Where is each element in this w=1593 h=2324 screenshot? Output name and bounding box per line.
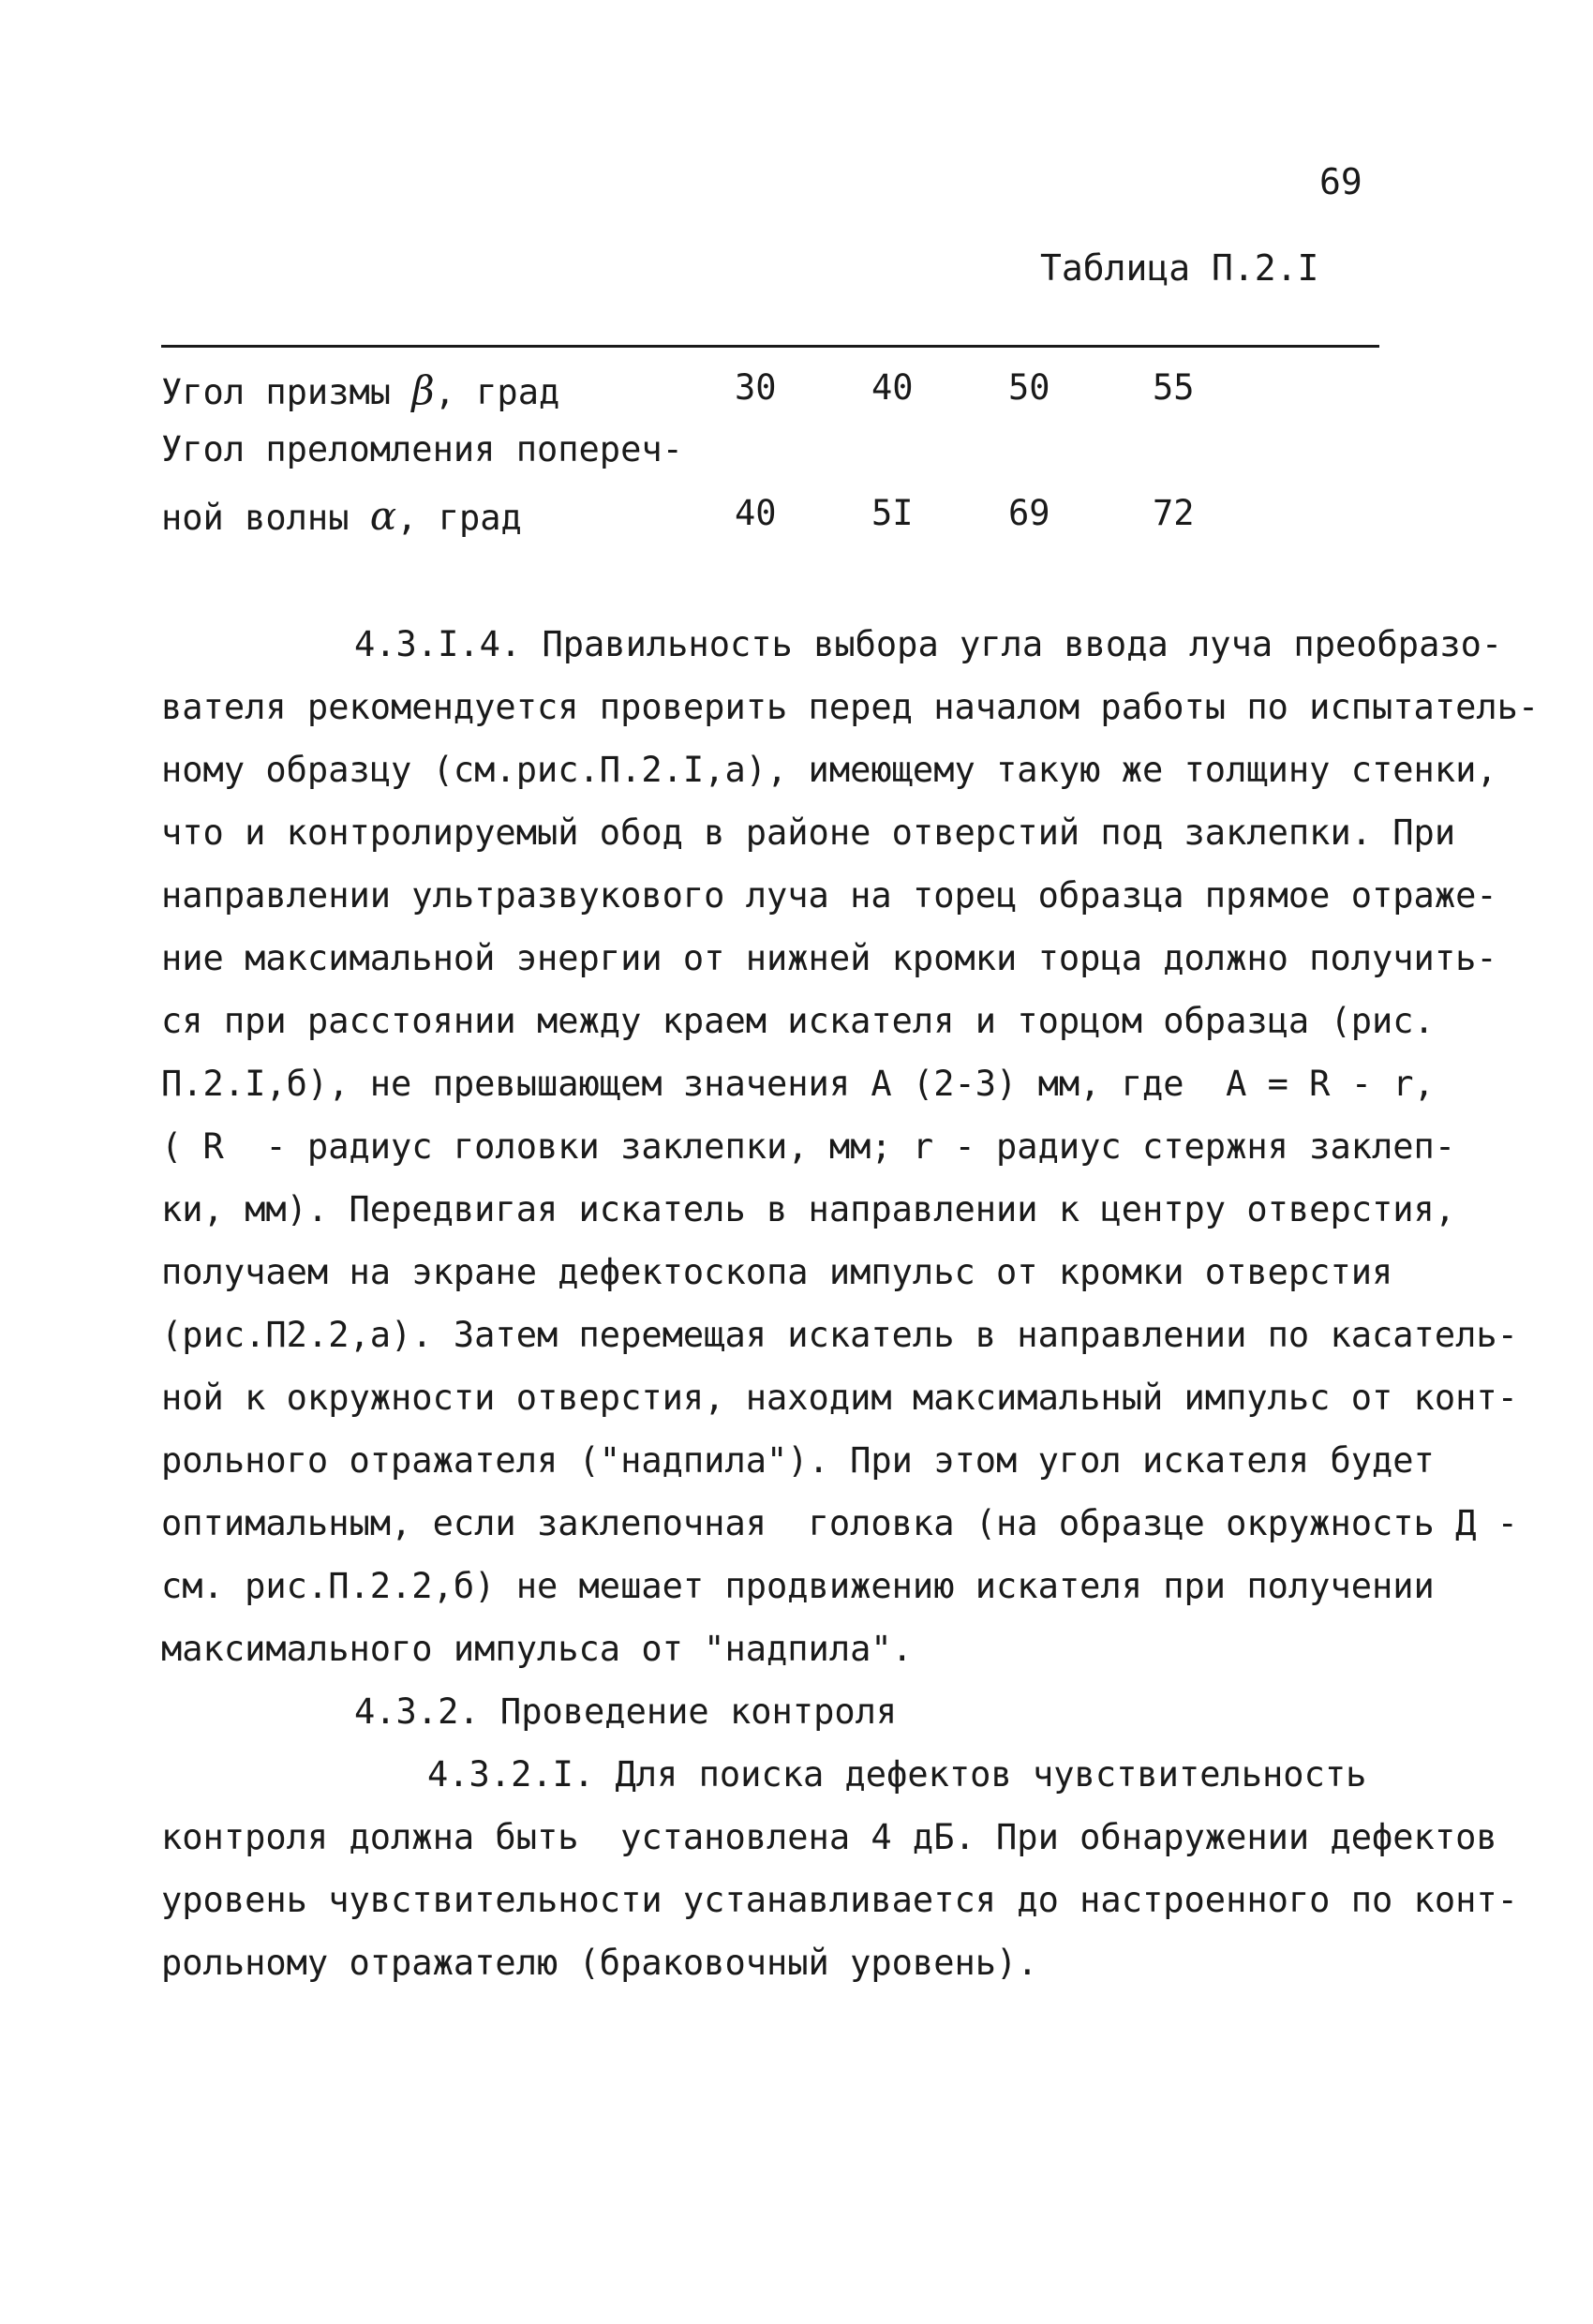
table-cell: 50	[1008, 367, 1050, 408]
paragraph-line: рольного отражателя ("надпила"). При этом угол искателя будет	[161, 1440, 1435, 1481]
table-cell: 30	[735, 367, 777, 408]
paragraph-line: ному образцу (см.рис.П.2.I,а), имеющему такую же толщину стенки,	[161, 750, 1497, 790]
paragraph-line: ся при расстоянии между краем искателя и торцом образца (рис.	[161, 1001, 1435, 1041]
paragraph-line: контроля должна быть установлена 4 дБ. При обнаружении дефектов	[161, 1817, 1497, 1857]
paragraph-line: ние максимальной энергии от нижней кромки торца должно получить-	[161, 938, 1497, 978]
table-caption: Таблица П.2.I	[1040, 247, 1319, 289]
table-row-prism-angle	[161, 367, 1195, 414]
paragraph-line: оптимальным, если заклепочная головка (на образце окружность Д -	[161, 1503, 1518, 1543]
paragraph-line: вателя рекомендуется проверить перед началом работы по испытатель-	[161, 687, 1540, 727]
table-cell: 72	[1153, 493, 1195, 533]
paragraph-line: 4.3.I.4. Правильность выбора угла ввода луча преобразо-	[354, 624, 1503, 664]
paragraph-line: П.2.I,б), не превышающем значения А (2-3) мм, где A = R - r,	[161, 1064, 1435, 1104]
page-number: 69	[1319, 161, 1362, 202]
paragraph-line: получаем на экране дефектоскопа импульс от кромки отверстия	[161, 1252, 1393, 1292]
table-top-rule	[161, 345, 1379, 348]
table-cell: 40	[871, 367, 914, 408]
paragraph-line: максимального импульса от "надпила".	[161, 1629, 913, 1669]
paragraph-line: ки, мм). Передвигая искатель в направлении к центру отверстия,	[161, 1189, 1456, 1229]
table-cell: 69	[1008, 493, 1050, 533]
table-cell: 40	[735, 493, 777, 533]
paragraph-line: см. рис.П.2.2,б) не мешает продвижению искателя при получении	[161, 1566, 1435, 1606]
table-row-refraction-label	[161, 429, 683, 476]
table-cell: 55	[1153, 367, 1195, 408]
paragraph-line: уровень чувствительности устанавливается до настроенного по конт-	[161, 1880, 1518, 1920]
paragraph-line: (рис.П2.2,а). Затем перемещая искатель в направлении по касатель-	[161, 1315, 1518, 1355]
paragraph-line: ( R - радиус головки заклепки, мм; r - радиус стержня заклеп-	[161, 1126, 1456, 1167]
row-label: Угол призмы β, град	[161, 367, 560, 413]
row-label: Угол преломления попереч-	[161, 429, 683, 469]
table-row-refraction-angle	[161, 493, 1195, 540]
paragraph-line: 4.3.2.I. Для поиска дефектов чувствительность	[427, 1754, 1367, 1795]
section-heading: 4.3.2. Проведение контроля	[354, 1691, 898, 1732]
paragraph-line: рольному отражателю (браковочный уровень).	[161, 1943, 1038, 1983]
row-label: ной волны α, град	[161, 493, 522, 539]
paragraph-line: что и контролируемый обод в районе отверстий под заклепки. При	[161, 812, 1456, 853]
paragraph-line: направлении ультразвукового луча на торец образца прямое отраже-	[161, 875, 1497, 916]
table-cell: 5I	[871, 493, 914, 533]
paragraph-line: ной к окружности отверстия, находим максимальный импульс от конт-	[161, 1378, 1518, 1418]
